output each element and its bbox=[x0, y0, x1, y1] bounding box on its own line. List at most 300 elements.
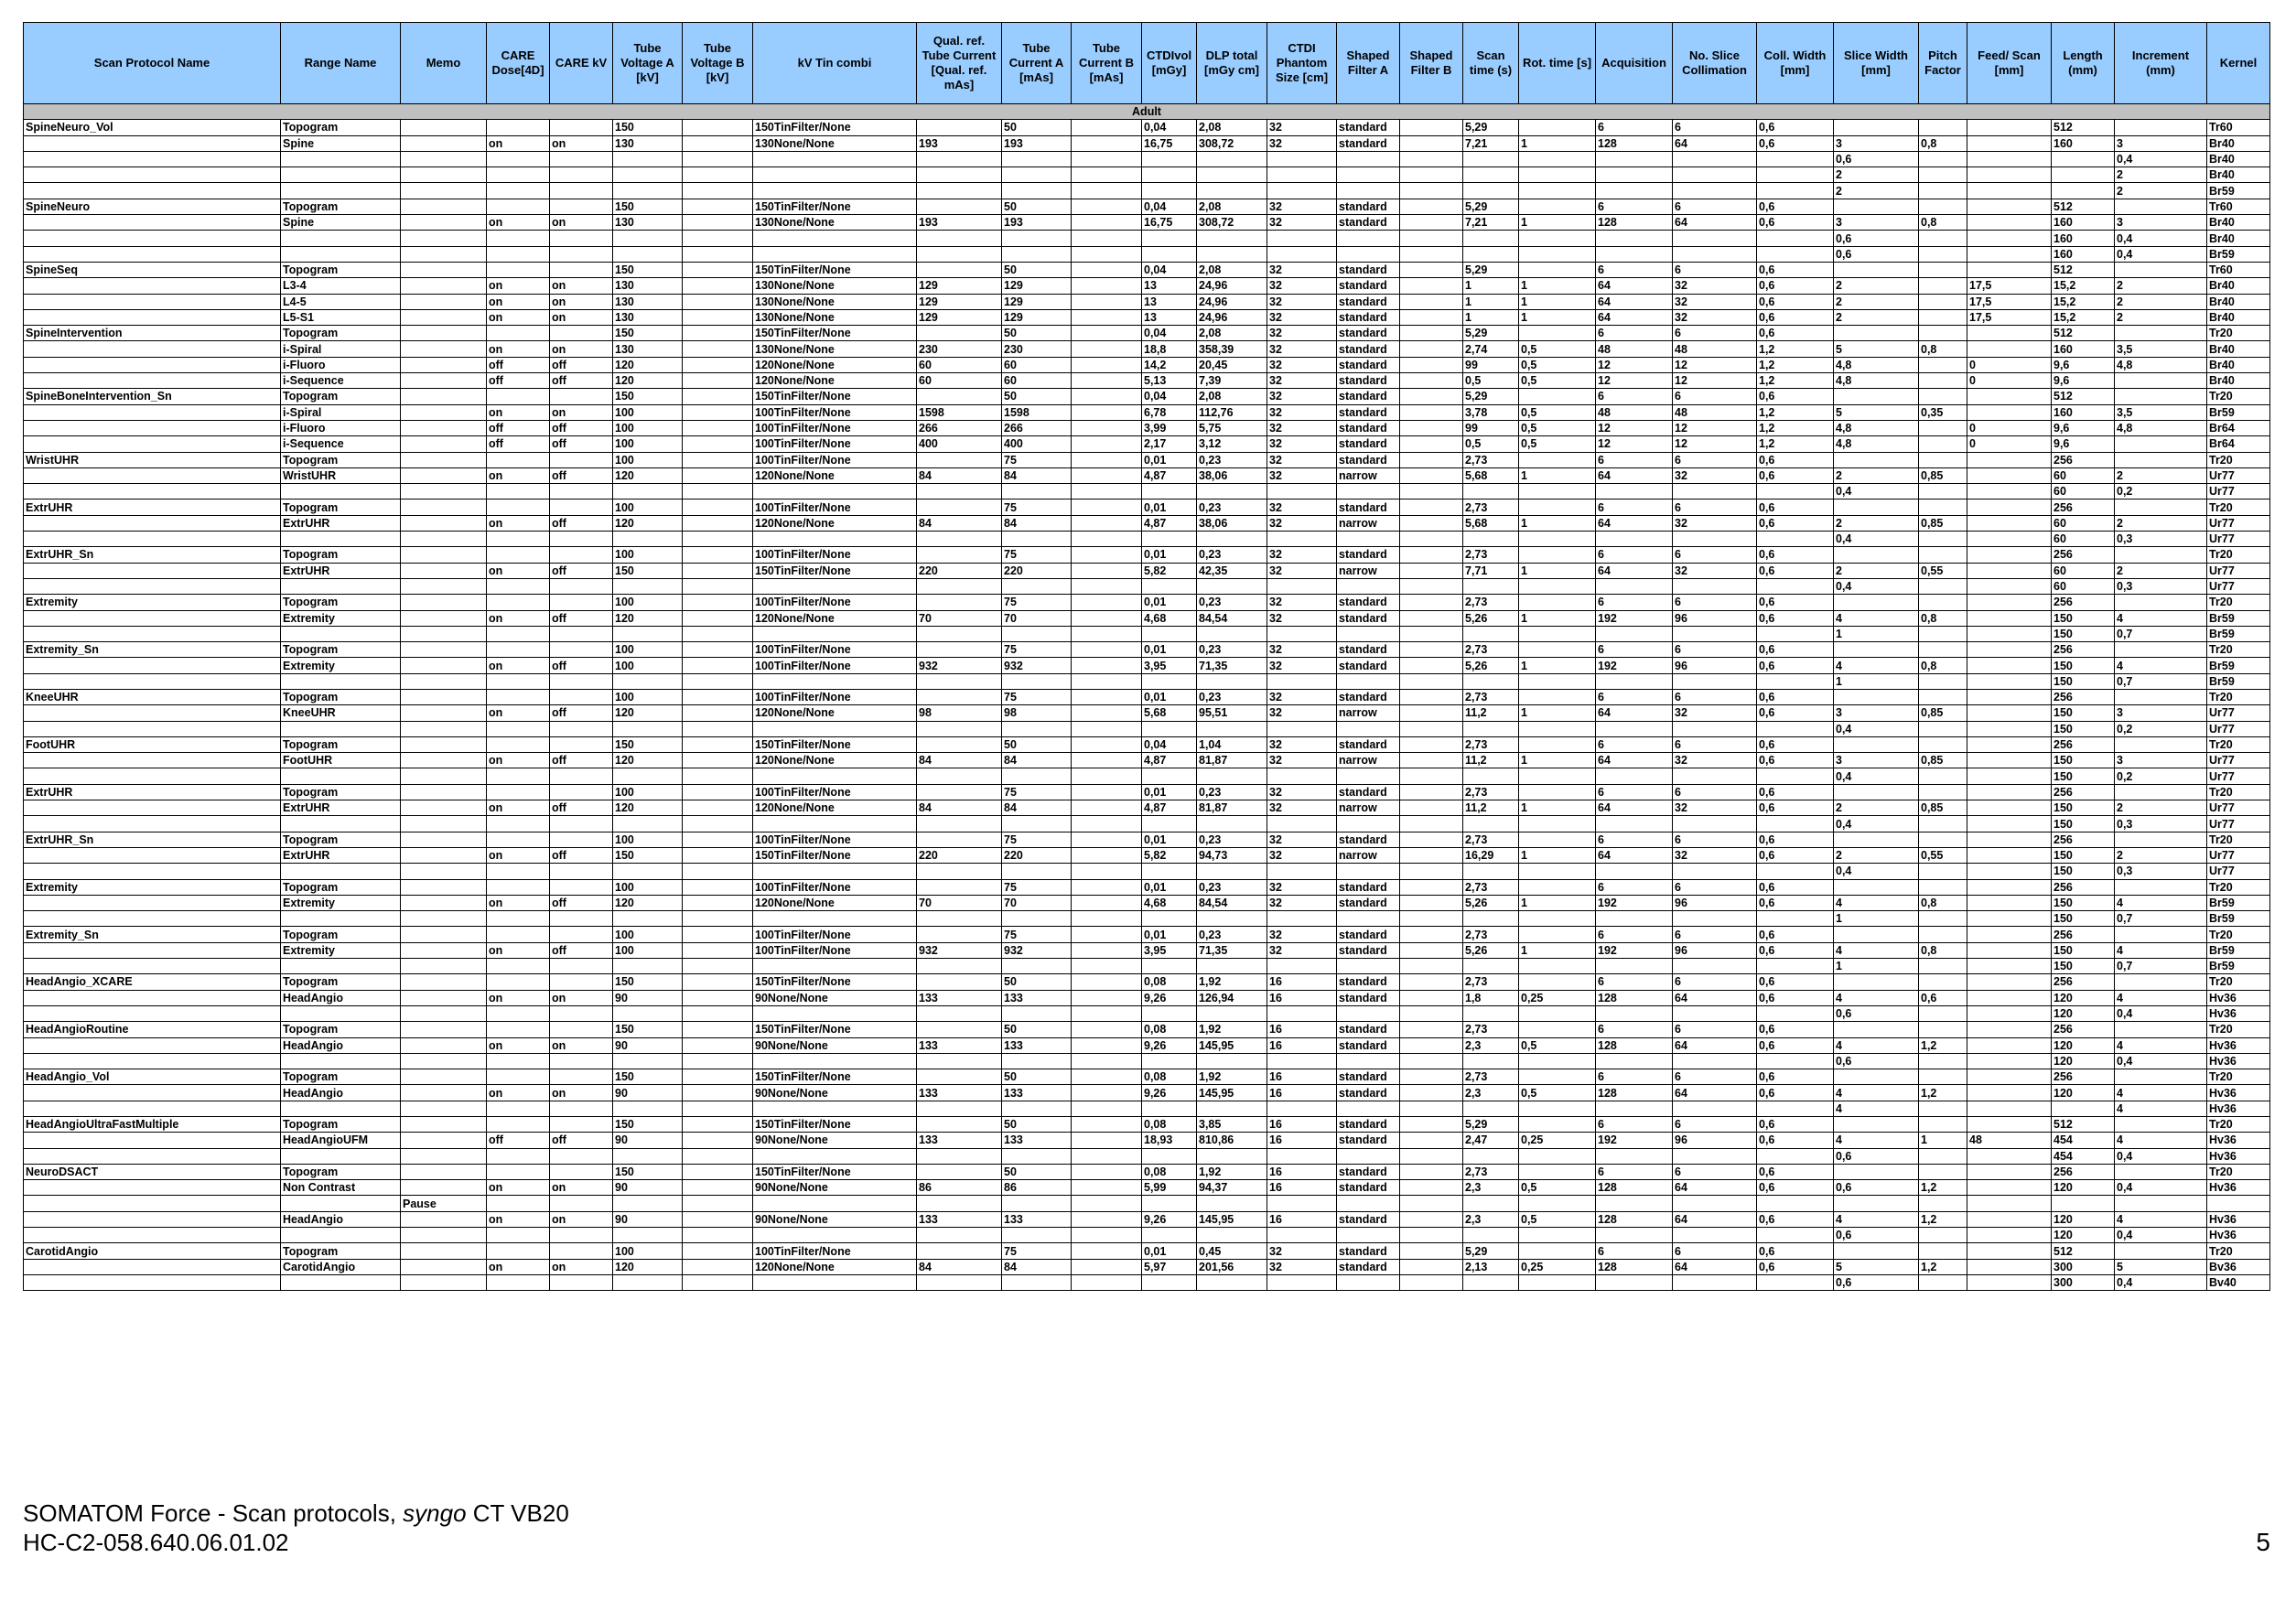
table-cell: 4,8 bbox=[1834, 420, 1919, 435]
table-cell: 3 bbox=[2115, 215, 2207, 231]
table-cell: 4 bbox=[2115, 1211, 2207, 1227]
table-cell bbox=[1072, 959, 1142, 974]
table-cell: 120None/None bbox=[753, 1259, 917, 1274]
table-cell bbox=[1834, 199, 1919, 214]
table-cell: 2 bbox=[1834, 515, 1919, 531]
table-cell bbox=[1596, 1005, 1673, 1021]
table-cell: 60 bbox=[1002, 357, 1072, 372]
table-row bbox=[24, 1228, 2270, 1243]
table-cell bbox=[613, 1196, 683, 1211]
table-cell bbox=[1967, 832, 2052, 847]
table-cell bbox=[401, 1053, 487, 1069]
table-cell: 2 bbox=[2115, 847, 2207, 863]
table-cell bbox=[917, 151, 1002, 166]
table-cell bbox=[1834, 389, 1919, 404]
table-cell bbox=[1596, 816, 1673, 832]
table-cell bbox=[1596, 1101, 1673, 1116]
table-cell: 15,2 bbox=[2052, 278, 2115, 294]
table-cell bbox=[2115, 326, 2207, 341]
table-cell bbox=[1919, 389, 1967, 404]
table-cell: 32 bbox=[1267, 262, 1337, 277]
table-cell bbox=[281, 721, 401, 736]
table-cell: 0,23 bbox=[1197, 642, 1267, 658]
table-cell: 150 bbox=[613, 389, 683, 404]
table-cell bbox=[917, 1053, 1002, 1069]
table-cell: 120 bbox=[613, 610, 683, 626]
table-cell: 512 bbox=[2052, 1243, 2115, 1259]
table-cell: 60 bbox=[2052, 467, 2115, 483]
table-cell: 6 bbox=[1596, 595, 1673, 610]
table-cell bbox=[24, 658, 281, 673]
table-cell: 512 bbox=[2052, 1117, 2115, 1133]
table-cell: 12 bbox=[1596, 420, 1673, 435]
table-cell bbox=[1072, 499, 1142, 515]
table-cell: 32 bbox=[1267, 452, 1337, 467]
table-cell bbox=[401, 1117, 487, 1133]
table-cell: 90 bbox=[613, 1037, 683, 1053]
table-cell: 0 bbox=[1967, 420, 2052, 435]
table-cell: 4,8 bbox=[1834, 436, 1919, 452]
table-cell: 0,01 bbox=[1142, 927, 1197, 942]
table-cell: off bbox=[487, 373, 550, 389]
table-cell: 0,04 bbox=[1142, 326, 1197, 341]
table-cell bbox=[917, 452, 1002, 467]
table-cell bbox=[24, 864, 281, 879]
table-cell: 150 bbox=[2052, 942, 2115, 958]
table-cell: on bbox=[487, 753, 550, 768]
table-cell: 90 bbox=[613, 1211, 683, 1227]
table-cell: 32 bbox=[1267, 199, 1337, 214]
table-cell bbox=[1072, 1148, 1142, 1164]
table-cell bbox=[401, 167, 487, 183]
table-cell: 0,3 bbox=[2115, 532, 2207, 547]
table-cell bbox=[1967, 626, 2052, 641]
table-cell: 6 bbox=[1673, 499, 1757, 515]
table-cell: Br40 bbox=[2207, 167, 2270, 183]
table-cell: standard bbox=[1337, 294, 1400, 309]
table-cell: 120 bbox=[2052, 1037, 2115, 1053]
table-cell bbox=[683, 879, 753, 895]
table-cell bbox=[683, 499, 753, 515]
table-cell bbox=[1834, 642, 1919, 658]
table-cell: Topogram bbox=[281, 832, 401, 847]
table-cell bbox=[401, 420, 487, 435]
table-cell: 2,73 bbox=[1463, 927, 1519, 942]
table-cell bbox=[1142, 183, 1197, 199]
table-cell: 3,5 bbox=[2115, 404, 2207, 420]
table-cell bbox=[550, 183, 613, 199]
table-cell bbox=[1919, 373, 1967, 389]
table-cell: 145,95 bbox=[1197, 1085, 1267, 1101]
table-cell: 100TinFilter/None bbox=[753, 942, 917, 958]
column-header: Pitch Factor bbox=[1919, 23, 1967, 104]
table-cell: 1,04 bbox=[1197, 736, 1267, 752]
table-cell: WristUHR bbox=[281, 467, 401, 483]
table-row bbox=[24, 800, 2270, 816]
table-cell: 0,04 bbox=[1142, 120, 1197, 135]
table-cell bbox=[1757, 246, 1834, 262]
table-cell: HeadAngio_Vol bbox=[24, 1069, 281, 1085]
table-cell: Hv36 bbox=[2207, 1228, 2270, 1243]
table-cell bbox=[1919, 768, 1967, 784]
table-cell: 2,47 bbox=[1463, 1133, 1519, 1148]
table-row bbox=[24, 499, 2270, 515]
table-cell bbox=[1072, 151, 1142, 166]
table-cell bbox=[1967, 563, 2052, 578]
table-cell bbox=[1519, 974, 1596, 990]
table-cell bbox=[24, 1101, 281, 1116]
column-header: Coll. Width [mm] bbox=[1757, 23, 1834, 104]
table-cell: 201,56 bbox=[1197, 1259, 1267, 1274]
table-cell: 2 bbox=[1834, 563, 1919, 578]
table-cell bbox=[917, 199, 1002, 214]
table-cell: 7,21 bbox=[1463, 135, 1519, 151]
table-cell: 120 bbox=[613, 895, 683, 910]
table-cell bbox=[401, 231, 487, 246]
table-cell: Topogram bbox=[281, 262, 401, 277]
table-cell bbox=[1002, 959, 1072, 974]
table-cell: off bbox=[487, 420, 550, 435]
table-cell: 12 bbox=[1673, 436, 1757, 452]
table-cell bbox=[401, 595, 487, 610]
table-cell: 120 bbox=[613, 373, 683, 389]
table-cell: 90None/None bbox=[753, 1211, 917, 1227]
table-cell: 0,5 bbox=[1519, 1211, 1596, 1227]
table-cell: Hv36 bbox=[2207, 1101, 2270, 1116]
table-cell bbox=[1142, 151, 1197, 166]
table-cell: Extremity bbox=[24, 595, 281, 610]
table-cell: standard bbox=[1337, 120, 1400, 135]
table-cell bbox=[1596, 1053, 1673, 1069]
table-cell: 16 bbox=[1267, 1117, 1337, 1133]
table-cell bbox=[1197, 673, 1267, 689]
table-cell: 0,5 bbox=[1463, 436, 1519, 452]
table-cell bbox=[1267, 1101, 1337, 1116]
table-cell: HeadAngioRoutine bbox=[24, 1022, 281, 1037]
table-cell bbox=[1197, 768, 1267, 784]
table-cell: 0,2 bbox=[2115, 484, 2207, 499]
table-cell: 120None/None bbox=[753, 895, 917, 910]
table-cell: 133 bbox=[1002, 1133, 1072, 1148]
column-header: Scan Protocol Name bbox=[24, 23, 281, 104]
column-header: Feed/ Scan [mm] bbox=[1967, 23, 2052, 104]
table-cell: 90 bbox=[613, 1133, 683, 1148]
table-cell: 60 bbox=[2052, 578, 2115, 594]
table-cell: 300 bbox=[2052, 1259, 2115, 1274]
table-cell bbox=[487, 578, 550, 594]
table-cell bbox=[2115, 436, 2207, 452]
table-cell: 0,08 bbox=[1142, 1164, 1197, 1179]
table-cell: standard bbox=[1337, 389, 1400, 404]
table-cell bbox=[917, 1243, 1002, 1259]
table-cell bbox=[1072, 1069, 1142, 1085]
table-cell bbox=[1267, 626, 1337, 641]
table-cell: 9,26 bbox=[1142, 1037, 1197, 1053]
table-cell: 1,2 bbox=[1757, 373, 1834, 389]
table-cell: 0,6 bbox=[1757, 800, 1834, 816]
table-cell bbox=[24, 1211, 281, 1227]
table-cell bbox=[1002, 231, 1072, 246]
table-cell bbox=[753, 484, 917, 499]
table-cell: 150TinFilter/None bbox=[753, 974, 917, 990]
table-cell: 3,12 bbox=[1197, 436, 1267, 452]
table-cell: 90None/None bbox=[753, 1085, 917, 1101]
table-cell bbox=[1267, 1148, 1337, 1164]
table-cell: 100 bbox=[613, 942, 683, 958]
table-cell: 50 bbox=[1002, 326, 1072, 341]
table-cell: 2,73 bbox=[1463, 547, 1519, 563]
table-cell: standard bbox=[1337, 278, 1400, 294]
table-cell bbox=[683, 816, 753, 832]
table-cell: 150 bbox=[613, 199, 683, 214]
table-cell bbox=[1519, 499, 1596, 515]
table-cell bbox=[1834, 879, 1919, 895]
table-cell bbox=[1267, 1053, 1337, 1069]
table-cell: 84 bbox=[917, 800, 1002, 816]
table-cell: 0,6 bbox=[1757, 1180, 1834, 1196]
table-cell: ExtrUHR bbox=[281, 563, 401, 578]
table-cell bbox=[1072, 1211, 1142, 1227]
table-cell bbox=[281, 959, 401, 974]
table-cell bbox=[1400, 183, 1463, 199]
table-cell: 133 bbox=[917, 990, 1002, 1005]
table-cell: Tr20 bbox=[2207, 832, 2270, 847]
table-cell: 100TinFilter/None bbox=[753, 499, 917, 515]
table-cell: 150 bbox=[2052, 673, 2115, 689]
table-cell bbox=[1919, 959, 1967, 974]
table-cell bbox=[1400, 784, 1463, 800]
table-cell bbox=[683, 927, 753, 942]
table-cell bbox=[683, 1069, 753, 1085]
column-header: Kernel bbox=[2207, 23, 2270, 104]
table-cell bbox=[1197, 578, 1267, 594]
table-cell bbox=[1337, 1274, 1400, 1290]
table-cell bbox=[683, 1005, 753, 1021]
table-cell: 150 bbox=[613, 563, 683, 578]
table-cell: Tr20 bbox=[2207, 1022, 2270, 1037]
table-cell bbox=[1919, 1069, 1967, 1085]
table-cell: 220 bbox=[1002, 847, 1072, 863]
table-cell bbox=[1463, 231, 1519, 246]
table-cell bbox=[550, 1101, 613, 1116]
table-cell: Br59 bbox=[2207, 610, 2270, 626]
table-cell: Ur77 bbox=[2207, 721, 2270, 736]
table-cell: 150 bbox=[2052, 768, 2115, 784]
table-cell bbox=[550, 816, 613, 832]
table-cell: ExtrUHR bbox=[281, 800, 401, 816]
table-cell: standard bbox=[1337, 1022, 1400, 1037]
table-cell: 120 bbox=[2052, 1085, 2115, 1101]
table-cell bbox=[550, 1053, 613, 1069]
table-cell bbox=[917, 673, 1002, 689]
table-cell: standard bbox=[1337, 1037, 1400, 1053]
table-cell: off bbox=[487, 436, 550, 452]
table-cell: 12 bbox=[1596, 373, 1673, 389]
table-cell: 0,4 bbox=[1834, 484, 1919, 499]
table-row bbox=[24, 784, 2270, 800]
table-cell bbox=[1757, 1228, 1834, 1243]
table-cell bbox=[1400, 990, 1463, 1005]
table-cell: 70 bbox=[917, 895, 1002, 910]
table-cell: Spine bbox=[281, 215, 401, 231]
table-cell bbox=[281, 1101, 401, 1116]
table-cell: 32 bbox=[1267, 879, 1337, 895]
table-cell bbox=[487, 1196, 550, 1211]
table-cell: 3,5 bbox=[2115, 341, 2207, 357]
table-cell: 0,25 bbox=[1519, 990, 1596, 1005]
table-row bbox=[24, 183, 2270, 199]
table-cell bbox=[613, 1053, 683, 1069]
table-cell: 0,6 bbox=[1757, 895, 1834, 910]
table-cell bbox=[24, 959, 281, 974]
table-row bbox=[24, 578, 2270, 594]
table-cell bbox=[1400, 389, 1463, 404]
table-cell bbox=[1463, 484, 1519, 499]
table-cell bbox=[487, 626, 550, 641]
table-cell bbox=[1463, 1228, 1519, 1243]
table-cell: 150TinFilter/None bbox=[753, 262, 917, 277]
table-cell: 16 bbox=[1267, 974, 1337, 990]
table-cell: 84,54 bbox=[1197, 895, 1267, 910]
column-header: No. Slice Collimation bbox=[1673, 23, 1757, 104]
table-cell bbox=[1967, 1005, 2052, 1021]
table-cell: standard bbox=[1337, 736, 1400, 752]
table-cell bbox=[1596, 183, 1673, 199]
table-cell bbox=[1834, 974, 1919, 990]
table-cell bbox=[1673, 1274, 1757, 1290]
table-cell bbox=[550, 784, 613, 800]
table-cell bbox=[613, 768, 683, 784]
table-cell bbox=[24, 1228, 281, 1243]
table-cell bbox=[1967, 879, 2052, 895]
table-cell bbox=[1463, 864, 1519, 879]
column-header: CARE Dose[4D] bbox=[487, 23, 550, 104]
table-cell bbox=[917, 1101, 1002, 1116]
table-cell: 6 bbox=[1673, 736, 1757, 752]
table-cell bbox=[401, 864, 487, 879]
table-cell: Hv36 bbox=[2207, 1053, 2270, 1069]
table-cell bbox=[1834, 262, 1919, 277]
table-cell bbox=[2052, 183, 2115, 199]
table-cell bbox=[917, 689, 1002, 704]
table-cell: Br59 bbox=[2207, 959, 2270, 974]
table-cell: 6 bbox=[1596, 736, 1673, 752]
table-cell: standard bbox=[1337, 1180, 1400, 1196]
table-cell: 150TinFilter/None bbox=[753, 1069, 917, 1085]
table-cell bbox=[1400, 832, 1463, 847]
table-cell bbox=[1967, 231, 2052, 246]
table-cell bbox=[1197, 1228, 1267, 1243]
table-cell: 32 bbox=[1267, 389, 1337, 404]
table-cell: 100TinFilter/None bbox=[753, 420, 917, 435]
table-cell: 120 bbox=[2052, 1005, 2115, 1021]
table-cell: 0,01 bbox=[1142, 452, 1197, 467]
table-cell bbox=[24, 990, 281, 1005]
table-cell: Tr60 bbox=[2207, 120, 2270, 135]
table-cell: Br40 bbox=[2207, 278, 2270, 294]
table-row bbox=[24, 231, 2270, 246]
table-cell bbox=[1967, 1117, 2052, 1133]
table-cell: 95,51 bbox=[1197, 705, 1267, 721]
table-cell: 100TinFilter/None bbox=[753, 404, 917, 420]
table-cell bbox=[1967, 246, 2052, 262]
table-cell: 32 bbox=[1267, 610, 1337, 626]
table-cell: 2 bbox=[2115, 467, 2207, 483]
table-cell bbox=[683, 642, 753, 658]
table-cell bbox=[1596, 167, 1673, 183]
table-cell bbox=[1967, 1274, 2052, 1290]
table-cell bbox=[1919, 167, 1967, 183]
table-cell: 150 bbox=[613, 326, 683, 341]
table-cell: off bbox=[550, 705, 613, 721]
table-cell bbox=[1596, 231, 1673, 246]
table-row bbox=[24, 1101, 2270, 1116]
table-cell: L4-5 bbox=[281, 294, 401, 309]
table-cell bbox=[401, 341, 487, 357]
table-row bbox=[24, 135, 2270, 151]
table-cell bbox=[1519, 578, 1596, 594]
table-cell: 0,01 bbox=[1142, 832, 1197, 847]
table-cell: 0,6 bbox=[1757, 1211, 1834, 1227]
table-cell: 2,73 bbox=[1463, 832, 1519, 847]
table-cell: 5,97 bbox=[1142, 1259, 1197, 1274]
table-cell bbox=[1596, 959, 1673, 974]
table-cell: 150 bbox=[2052, 800, 2115, 816]
table-cell bbox=[1967, 167, 2052, 183]
table-cell: 4,8 bbox=[1834, 357, 1919, 372]
table-cell: 75 bbox=[1002, 452, 1072, 467]
table-cell: 0,4 bbox=[1834, 532, 1919, 547]
table-cell bbox=[487, 959, 550, 974]
table-cell: off bbox=[550, 467, 613, 483]
table-cell bbox=[1967, 135, 2052, 151]
table-row bbox=[24, 547, 2270, 563]
table-cell: 0,8 bbox=[1919, 895, 1967, 910]
table-cell bbox=[683, 120, 753, 135]
table-cell: 32 bbox=[1673, 515, 1757, 531]
table-cell bbox=[487, 689, 550, 704]
table-cell bbox=[1072, 532, 1142, 547]
table-cell bbox=[24, 816, 281, 832]
table-row bbox=[24, 357, 2270, 372]
table-cell: Spine bbox=[281, 135, 401, 151]
table-cell bbox=[1400, 199, 1463, 214]
table-cell: Br40 bbox=[2207, 309, 2270, 325]
table-cell bbox=[1967, 847, 2052, 863]
table-cell: 0,6 bbox=[1757, 467, 1834, 483]
table-cell: 192 bbox=[1596, 942, 1673, 958]
table-cell bbox=[401, 404, 487, 420]
table-cell: 160 bbox=[2052, 215, 2115, 231]
table-cell bbox=[401, 309, 487, 325]
table-cell: 150 bbox=[2052, 911, 2115, 927]
table-cell bbox=[401, 373, 487, 389]
table-cell: Ur77 bbox=[2207, 847, 2270, 863]
table-cell bbox=[1072, 515, 1142, 531]
table-cell: 0,6 bbox=[1757, 1133, 1834, 1148]
table-cell bbox=[401, 959, 487, 974]
table-row bbox=[24, 959, 2270, 974]
table-cell bbox=[1267, 231, 1337, 246]
table-cell: 32 bbox=[1267, 736, 1337, 752]
table-cell bbox=[1002, 1101, 1072, 1116]
table-cell: 0,35 bbox=[1919, 404, 1967, 420]
table-cell: 230 bbox=[1002, 341, 1072, 357]
table-cell bbox=[281, 578, 401, 594]
table-cell bbox=[683, 357, 753, 372]
table-cell bbox=[1834, 784, 1919, 800]
table-cell bbox=[1519, 484, 1596, 499]
